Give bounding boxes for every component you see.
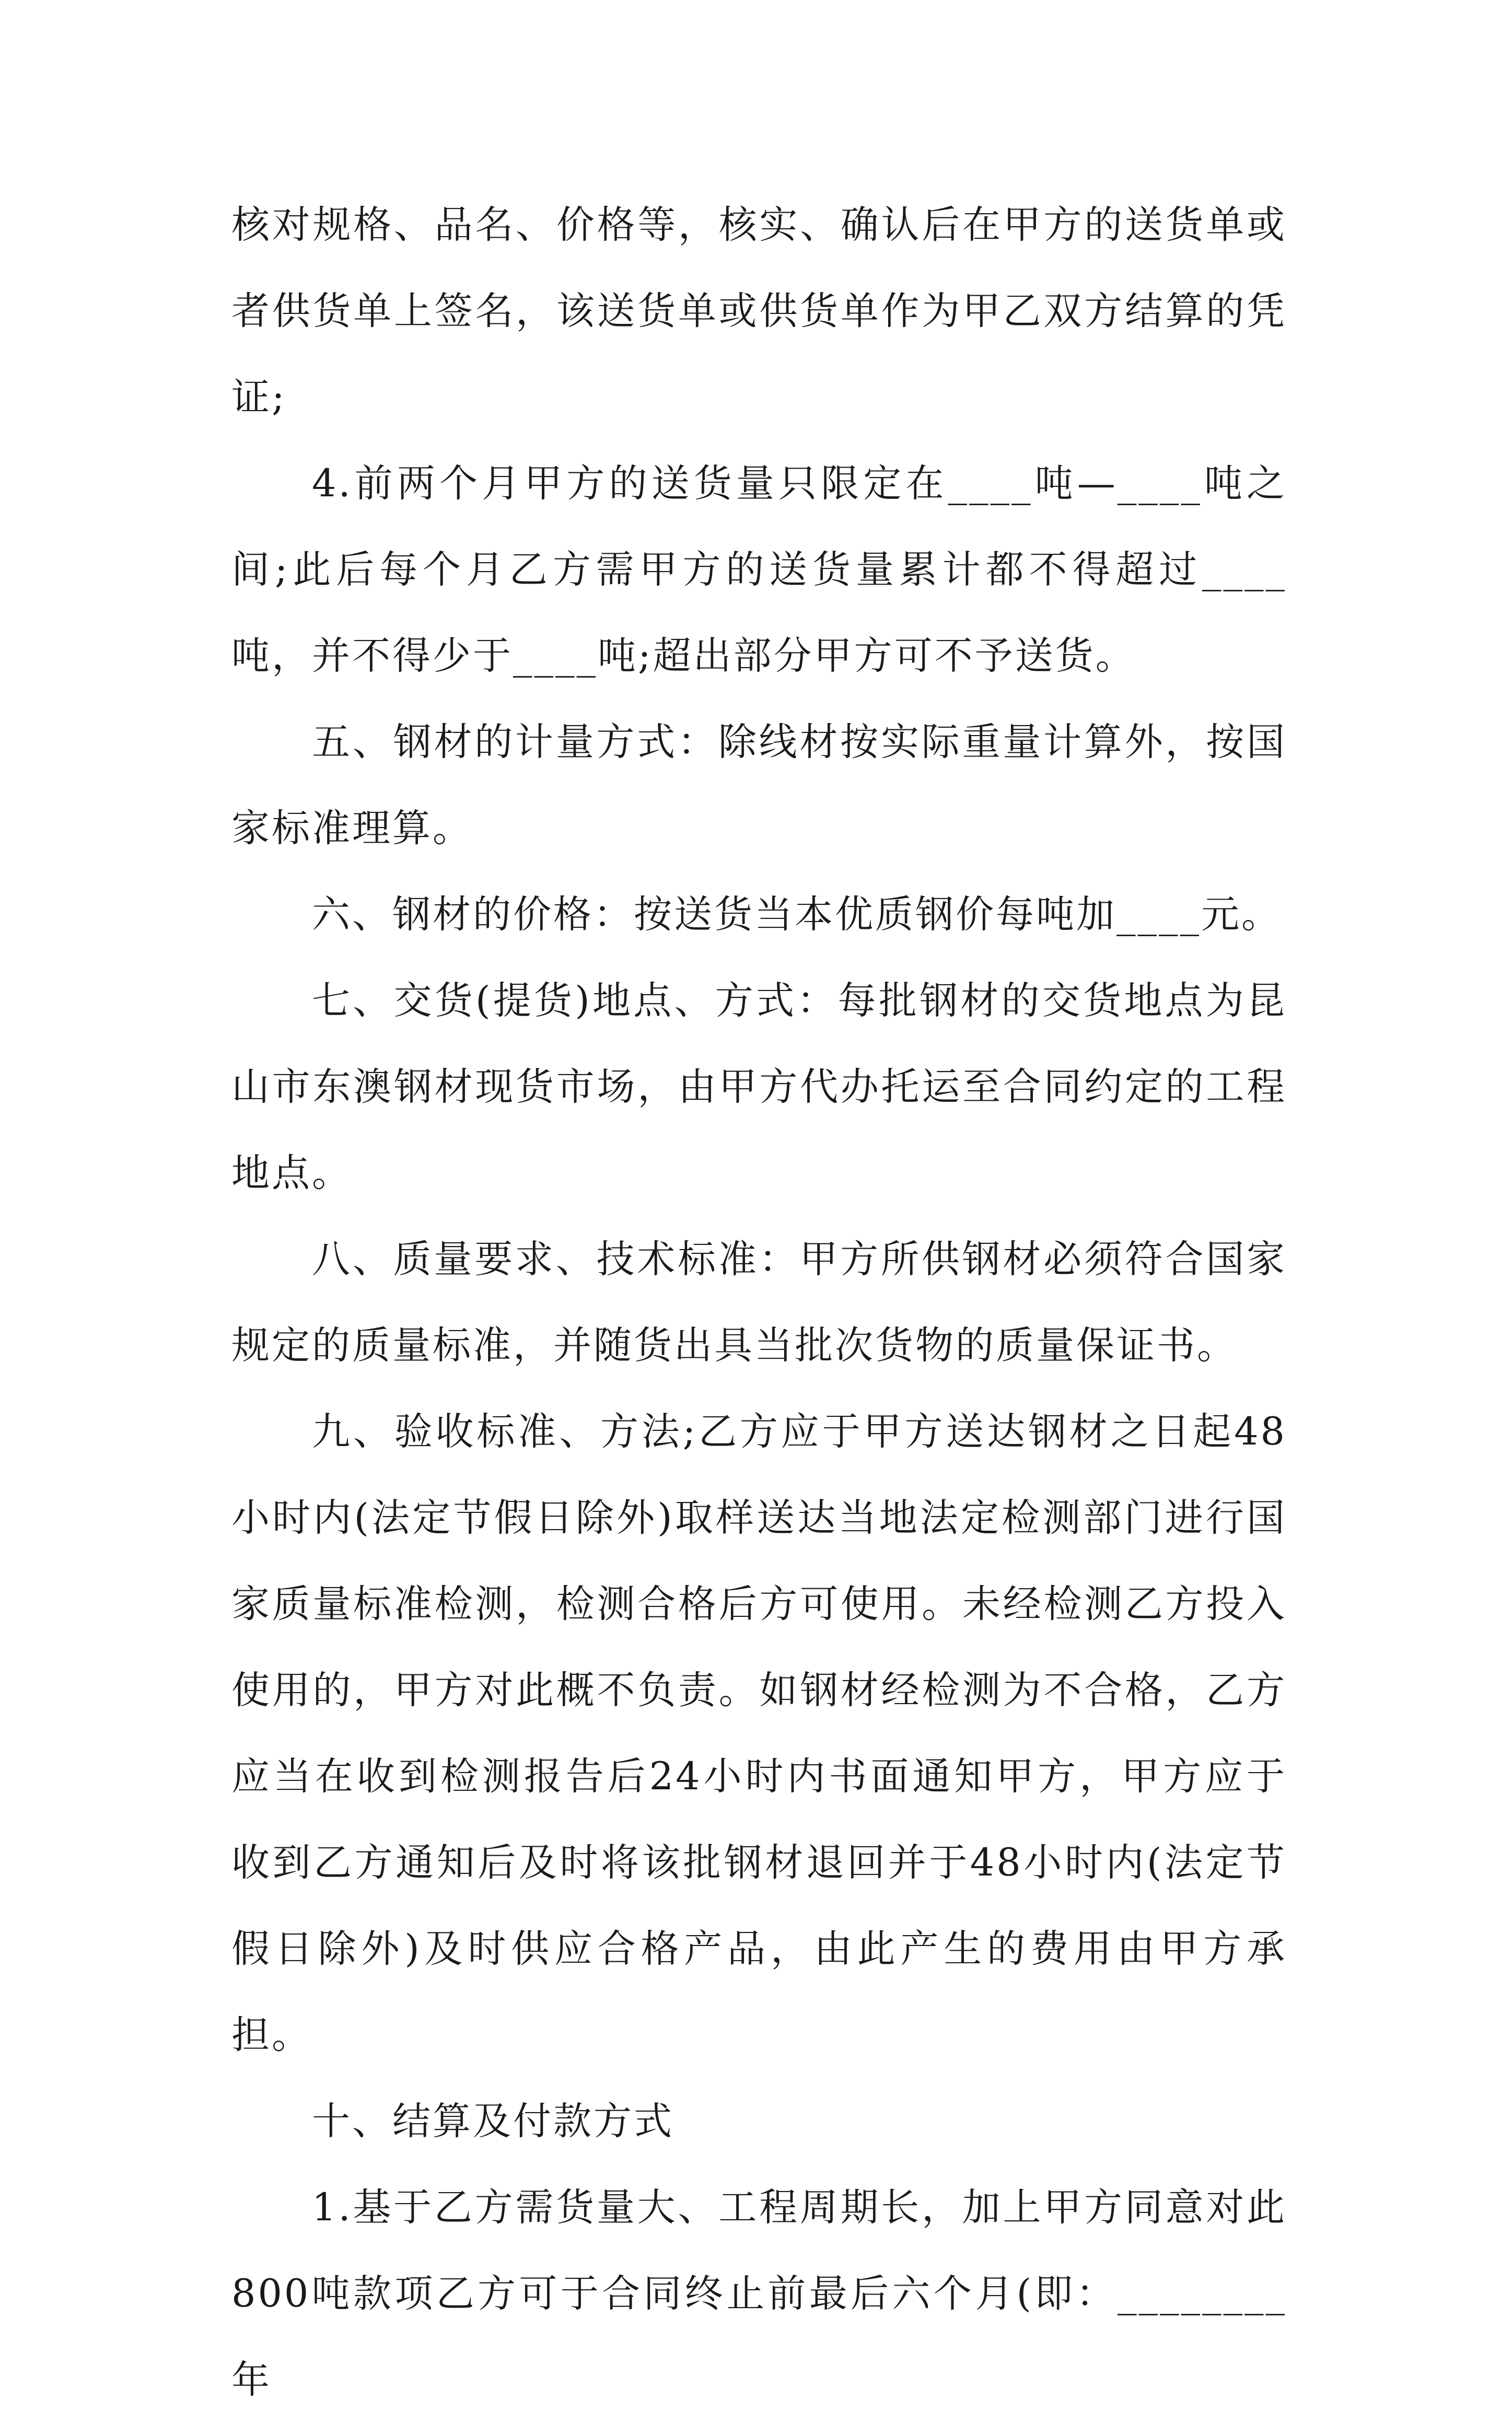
paragraph-section-9: 九、验收标准、方法;乙方应于甲方送达钢材之日起48小时内(法定节假日除外)取样送达当地法定检测部门进行国家质量标准检测，检测合格后方可使用。未经检测乙方投入使用的，甲方对此概不负责。如钢材经检测为不合格，乙方应当在收到检测报告后24小时内书面通知甲方，甲方应于收到乙方通知后及时将该批钢材退回并于48小时内(法定节假日除外)及时供应合格产品，由此产生的费用由甲方承担。 (231, 1409, 1287, 2057)
paragraph-section-8: 八、质量要求、技术标准：甲方所供钢材必须符合国家规定的质量标准，并随货出具当批次货物的质量保证书。 (231, 1237, 1287, 1368)
paragraph-section-10-heading: 十、结算及付款方式 (312, 2099, 674, 2144)
paragraph-continuation: 核对规格、品名、价格等，核实、确认后在甲方的送货单或者供货单上签名，该送货单或供货单作为甲乙双方结算的凭证; (231, 203, 1287, 420)
paragraph-clause-4: 4.前两个月甲方的送货量只限定在____吨—____吨之间;此后每个月乙方需甲方的送货量累计都不得超过____吨，并不得少于____吨;超出部分甲方可不予送货。 (231, 461, 1287, 678)
paragraph-section-7: 七、交货(提货)地点、方式：每批钢材的交货地点为昆山市东澳钢材现货市场，由甲方代办托运至合同约定的工程地点。 (231, 978, 1287, 1195)
contract-body (231, 182, 1287, 2423)
paragraph-section-6: 六、钢材的价格：按送货当本优质钢价每吨加____元。 (312, 892, 1282, 937)
paragraph-section-5: 五、钢材的计量方式：除线材按实际重量计算外，按国家标准理算。 (231, 720, 1287, 851)
paragraph-clause-1: 1.基于乙方需货量大、工程周期长，加上甲方同意对此800吨款项乙方可于合同终止前最后六个月(即：________年 (231, 2185, 1287, 2402)
